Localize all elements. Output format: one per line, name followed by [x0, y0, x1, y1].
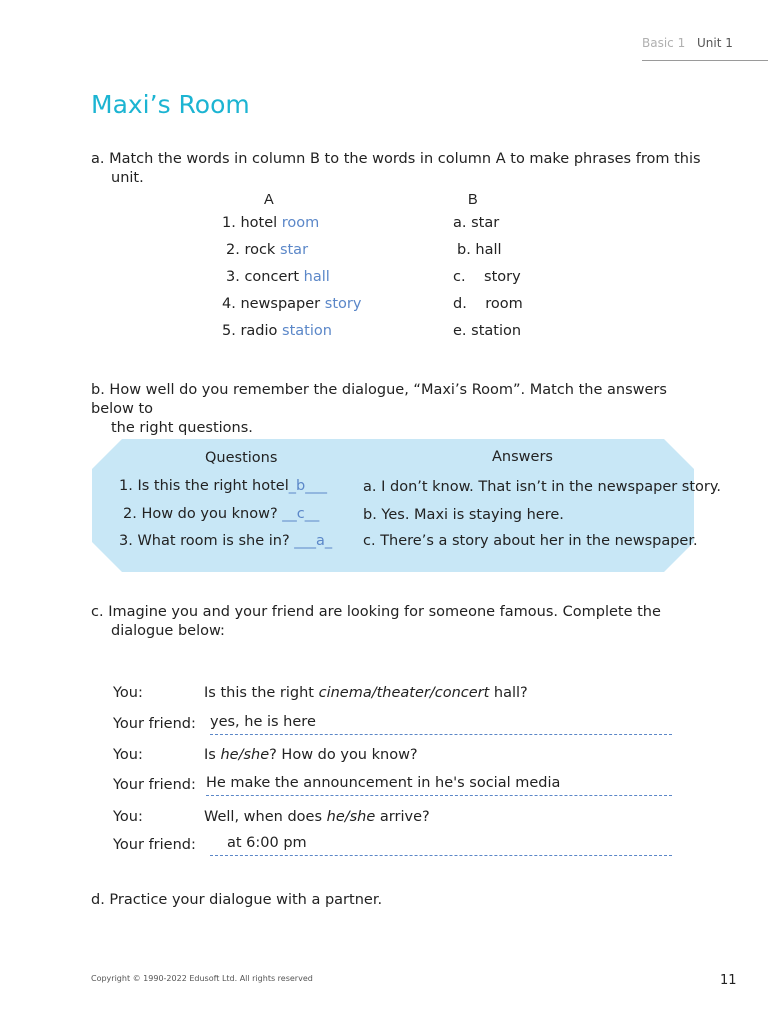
page-number: 11 — [720, 973, 737, 988]
section-a-instruction — [91, 150, 711, 188]
section-a-instruction-line1: a. Match the words in column B to the words in column A to make phrases from this — [91, 151, 701, 167]
answer-b: b. Yes. Maxi is staying here. — [363, 507, 564, 523]
question-1-answer: _b___ — [288, 478, 327, 494]
question-2-answer: __c__ — [282, 506, 320, 522]
questions-heading: Questions — [205, 450, 278, 466]
dialogue-speaker-5: You: — [113, 809, 143, 825]
col-b-item-2: b. hall — [457, 242, 502, 258]
answer-field-3-text: at 6:00 pm — [227, 835, 307, 851]
question-1: 1. Is this the right hotel_b___ — [119, 478, 327, 494]
dialogue-speaker-2: Your friend: — [113, 716, 196, 732]
page-header — [642, 36, 768, 61]
page-title: Maxi’s Room — [91, 90, 250, 119]
col-a-answer-2: star — [279, 242, 309, 258]
section-c-instruction — [91, 603, 711, 641]
copyright-notice: Copyright © 1990-2022 Edusoft Ltd. All rights reserved — [91, 974, 313, 983]
dialogue-line-1: Is this the right cinema/theater/concert hall? — [204, 685, 528, 701]
col-a-item-1: 1. hotel room — [222, 215, 320, 231]
course-label: Basic 1 — [642, 36, 686, 50]
section-b-instruction — [91, 381, 711, 438]
dialogue-speaker-4: Your friend: — [113, 777, 196, 793]
col-a-item-2: 2. rock star — [226, 242, 309, 258]
col-a-item-3: 3. concert hall — [226, 269, 330, 285]
col-b-item-4: d. room — [453, 296, 523, 312]
question-2: 2. How do you know? __c__ — [123, 506, 320, 522]
section-d-instruction: d. Practice your dialogue with a partner. — [91, 892, 383, 908]
section-a-instruction-line2: unit. — [111, 170, 144, 186]
answer-field-2-text: He make the announcement in he's social media — [206, 775, 561, 791]
section-b-instruction-line1: b. How well do you remember the dialogue, “Maxi’s Room”. Match the answers below to — [91, 382, 667, 417]
col-b-item-5: e. station — [453, 323, 522, 339]
dialogue-line-3: Is he/she? How do you know? — [204, 747, 418, 763]
col-a-answer-5: station — [282, 323, 332, 339]
col-a-answer-3: hall — [303, 269, 330, 285]
section-c-instruction-line2: dialogue below: — [111, 623, 225, 639]
question-3: 3. What room is she in? ___a_ — [119, 533, 333, 549]
answer-field-3[interactable] — [210, 837, 672, 856]
dialogue-speaker-3: You: — [113, 747, 143, 763]
dialogue-speaker-1: You: — [113, 685, 143, 701]
answer-a: a. I don’t know. That isn’t in the newspaper story. — [363, 479, 722, 495]
dialogue-line-5: Well, when does he/she arrive? — [204, 809, 430, 825]
col-b-item-1: a. star — [453, 215, 500, 231]
answers-heading: Answers — [492, 449, 553, 465]
col-b-item-3: c. story — [453, 269, 521, 285]
col-a-item-4: 4. newspaper story — [222, 296, 362, 312]
unit-label: Unit 1 — [697, 36, 733, 50]
answer-field-2[interactable] — [206, 777, 672, 796]
answer-field-1-text: yes, he is here — [210, 714, 316, 730]
section-b-instruction-line2: the right questions. — [111, 420, 253, 436]
section-c-instruction-line1: c. Imagine you and your friend are looking for someone famous. Complete the — [91, 604, 661, 620]
col-a-answer-4: story — [324, 296, 362, 312]
col-a-answer-1: room — [281, 215, 320, 231]
answer-c: c. There’s a story about her in the newspaper. — [363, 533, 698, 549]
column-b-heading: B — [468, 192, 478, 208]
dialogue-speaker-6: Your friend: — [113, 837, 196, 853]
answer-field-1[interactable] — [210, 716, 672, 735]
question-3-answer: ___a_ — [294, 533, 333, 549]
col-a-item-5: 5. radio station — [222, 323, 332, 339]
column-a-heading: A — [264, 192, 274, 208]
